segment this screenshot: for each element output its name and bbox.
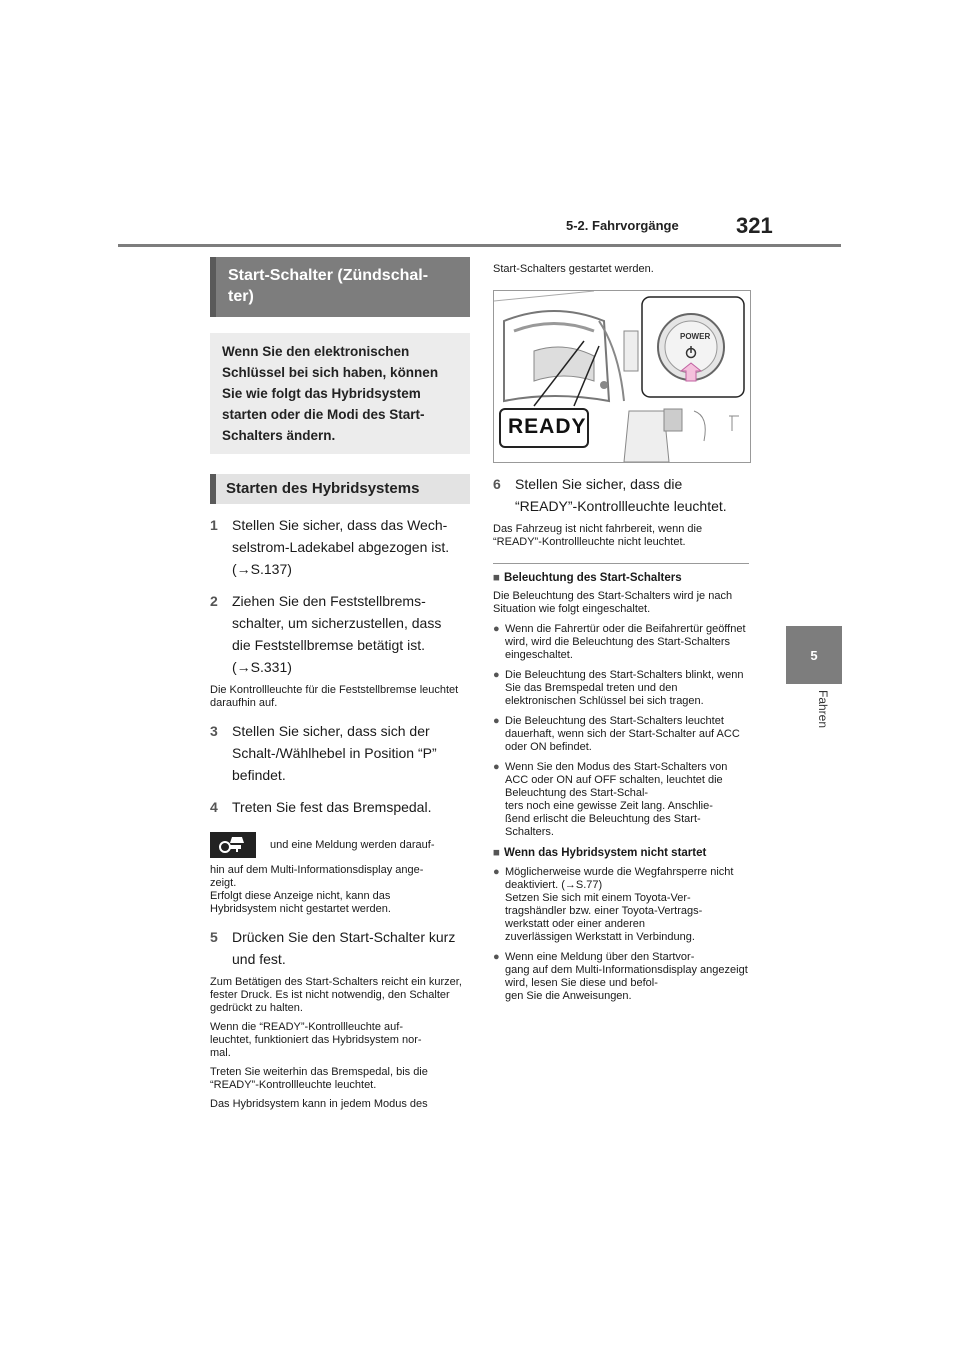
header-rule bbox=[118, 244, 841, 247]
note-press: Zum Betätigen des Start-Schalters reicht ein kurzer, fester Druck. Es ist nicht notwendig, den Schalter gedrückt zu halten. bbox=[210, 976, 462, 1014]
intro-box: Wenn Sie den elektronischen Schlüssel bei sich haben, können Sie wie folgt das Hybridsystem starten oder die Modi des Start-Schalters ändern. bbox=[210, 333, 470, 454]
square-bullet-icon: ■ bbox=[493, 572, 500, 584]
step-5 bbox=[210, 926, 470, 970]
section-header: 5-2. Fahrvorgänge bbox=[566, 218, 679, 233]
step-number: 5 bbox=[210, 929, 218, 945]
list-item bbox=[493, 623, 749, 662]
list-item bbox=[493, 866, 749, 944]
note-display: hin auf dem Multi-Informationsdisplay ange- zeigt. Erfolgt diese Anzeige nicht, kann das Hybridsystem nicht gestartet werden. bbox=[210, 864, 424, 915]
chapter-tab: 5 bbox=[786, 626, 842, 684]
left-column bbox=[210, 257, 470, 1111]
list-item-text: Wenn Sie den Modus des Start-Schalters von ACC oder ON auf OFF schalten, leuchtet die Beleuchtung des Start-Schal- ters noch eine gewisse Zeit lang. Anschlie- ßend erlischt die Beleuchtung des Start- Schalters. bbox=[505, 761, 728, 838]
power-label: POWER bbox=[680, 332, 711, 341]
step-3 bbox=[210, 720, 470, 786]
subsection-lighting bbox=[493, 572, 749, 584]
note-mode: Das Hybridsystem kann in jedem Modus des bbox=[210, 1098, 428, 1110]
step-text: Stellen Sie sicher, dass das Wech- selstrom-Ladekabel abgezogen ist. (→S.137) bbox=[232, 517, 450, 577]
bullet-dot-icon: ● bbox=[493, 669, 500, 681]
continuation-text: Start-Schalters gestartet werden. bbox=[493, 263, 654, 275]
icon-row bbox=[210, 832, 470, 858]
list-item-text: Die Beleuchtung des Start-Schalters leuchtet dauerhaft, wenn sich der Start-Schalter auf ACC oder ON befindet. bbox=[505, 715, 740, 753]
step-4 bbox=[210, 796, 470, 818]
list-item bbox=[493, 669, 749, 708]
step-1 bbox=[210, 514, 470, 580]
main-title: Start-Schalter (Zündschal- ter) bbox=[210, 257, 470, 317]
ready-label: READY bbox=[508, 415, 587, 438]
step-number: 6 bbox=[493, 476, 501, 492]
icon-suffix: und eine Meldung werden darauf- bbox=[270, 839, 435, 851]
step-6 bbox=[493, 473, 749, 517]
square-bullet-icon: ■ bbox=[493, 847, 500, 859]
key-brake-indicator-icon bbox=[210, 832, 256, 858]
note-brake: Treten Sie weiterhin das Bremspedal, bis die “READY”-Kontrollleuchte leuchtet. bbox=[210, 1066, 428, 1091]
subsection-no-start bbox=[493, 847, 749, 859]
bullet-dot-icon: ● bbox=[493, 623, 500, 635]
section-rule bbox=[493, 563, 749, 564]
step-number: 4 bbox=[210, 799, 218, 815]
bullet-dot-icon: ● bbox=[493, 951, 500, 963]
step-text: Stellen Sie sicher, dass die “READY”-Kontrollleuchte leuchtet. bbox=[515, 476, 727, 514]
note-ready-off: Das Fahrzeug ist nicht fahrbereit, wenn die “READY”-Kontrollleuchte nicht leuchtet. bbox=[493, 523, 703, 548]
subsection-heading: Wenn das Hybridsystem nicht startet bbox=[503, 847, 707, 859]
page-number: 321 bbox=[736, 213, 773, 238]
step-number: 2 bbox=[210, 593, 218, 609]
step-text: Ziehen Sie den Feststellbrems- schalter, um sicherzustellen, dass die Feststellbremse betätigt ist. (→S.331) bbox=[232, 593, 442, 675]
step-2 bbox=[210, 590, 470, 678]
bullet-dot-icon: ● bbox=[493, 866, 500, 878]
list-item-text: Wenn eine Meldung über den Startvor- gang auf dem Multi-Informationsdisplay angezeigt wird, lesen Sie diese und befol- gen Sie die Anweisungen. bbox=[505, 951, 748, 1002]
chapter-label: Fahren bbox=[816, 690, 830, 729]
lighting-intro: Die Beleuchtung des Start-Schalters wird je nach Situation wie folgt eingeschaltet. bbox=[493, 590, 733, 615]
list-item bbox=[493, 761, 749, 839]
note-ready: Wenn die “READY”-Kontrollleuchte auf- leuchtet, funktioniert das Hybridsystem nor- mal. bbox=[210, 1021, 422, 1059]
step-number: 1 bbox=[210, 517, 218, 533]
list-item-text: Möglicherweise wurde die Wegfahrsperre nicht deaktiviert. (→S.77) Setzen Sie sich mit einem Toyota-Ver- tragshändler bzw. einer Toyota-Vertrags- werkstatt oder einer anderen zuverlässigen Werkstatt in Verbindung. bbox=[505, 866, 734, 943]
step-number: 3 bbox=[210, 723, 218, 739]
step-text: Stellen Sie sicher, dass sich der Schalt-/Wählhebel in Position “P” befindet. bbox=[232, 723, 437, 783]
right-column bbox=[493, 257, 749, 1003]
section-title: Starten des Hybridsystems bbox=[210, 474, 470, 504]
list-item bbox=[493, 951, 749, 1003]
list-item-text: Wenn die Fahrertür oder die Beifahrertür geöffnet wird, wird die Beleuchtung des Start-Schalters eingeschaltet. bbox=[505, 623, 746, 661]
list-item-text: Die Beleuchtung des Start-Schalters blinkt, wenn Sie das Bremspedal treten und den elektronischen Schlüssel bei sich tragen. bbox=[505, 669, 744, 707]
list-item bbox=[493, 715, 749, 754]
bullet-dot-icon: ● bbox=[493, 715, 500, 727]
dashboard-illustration bbox=[493, 290, 751, 463]
bullet-dot-icon: ● bbox=[493, 761, 500, 773]
subsection-heading: Beleuchtung des Start-Schalters bbox=[503, 572, 682, 584]
note-parking-brake: Die Kontrollleuchte für die Feststellbremse leuchtet daraufhin auf. bbox=[210, 684, 459, 709]
step-text: Treten Sie fest das Bremspedal. bbox=[232, 799, 432, 815]
step-text: Drücken Sie den Start-Schalter kurz und fest. bbox=[232, 929, 456, 967]
